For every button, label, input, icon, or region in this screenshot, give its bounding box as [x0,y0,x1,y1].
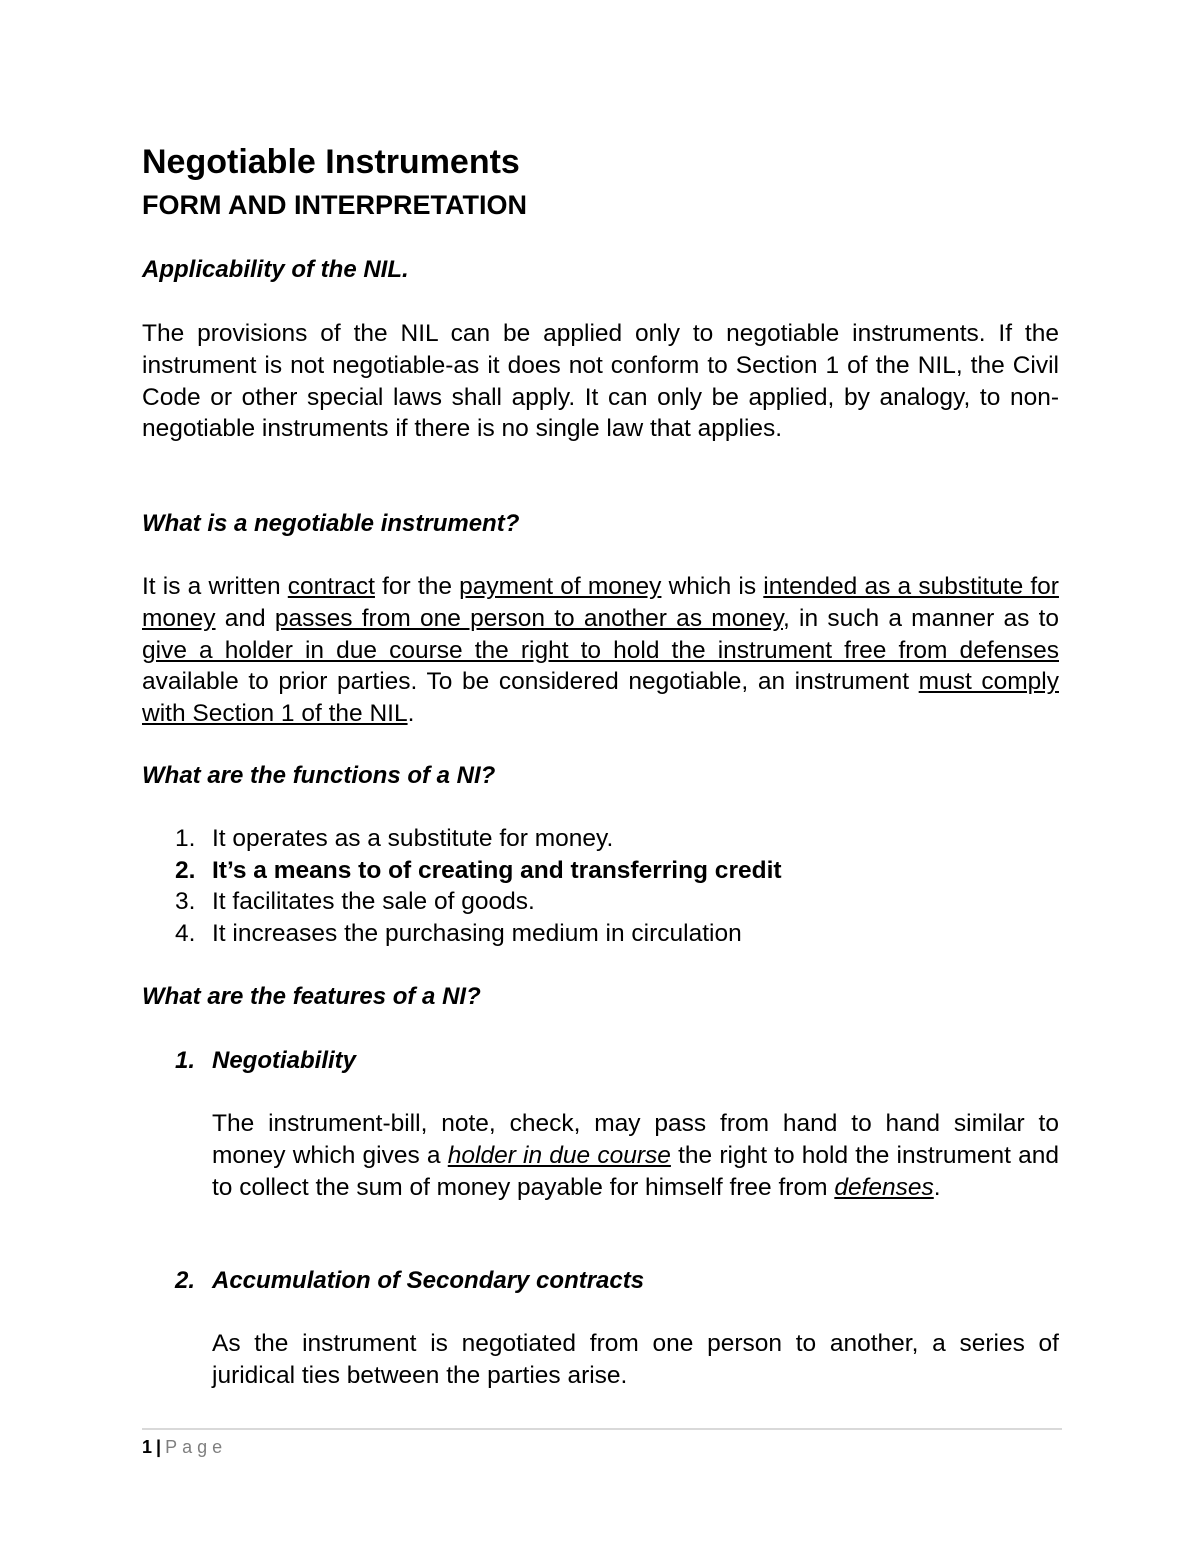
text-run: for the [374,573,460,600]
underlined-term: must comply with Section 1 of the NIL [142,668,1059,728]
list-item-text: It increases the purchasing medium in circulation [212,919,742,947]
document-subtitle: FORM AND INTERPRETATION [142,190,527,220]
page-footer [142,1436,227,1458]
paragraph-negotiability [212,1108,1059,1203]
text-run: and [215,604,275,632]
text-run: . [933,1173,941,1201]
footer-separator: | [156,1437,162,1457]
list-item-text: It’s a means to of creating and transferring credit [212,856,782,884]
text-run: which is [661,573,764,600]
feature-number: 2. [175,1267,196,1294]
feature-number: 1. [175,1047,196,1074]
list-number: 3. [175,888,196,915]
underlined-term: give a holder in due course the right to hold the instrument free from defenses [142,636,1059,664]
paragraph-applicability: The provisions of the NIL can be applied only to negotiable instruments. If the instrument is not negotiable-as it does not conform to Section 1 of the NIL, the Civil Code or other special laws shall apply. It can only be applied, by analogy, to non-negotiable instruments if there is no single law that applies. [142,320,1059,443]
functions-list [142,823,1059,949]
list-number: 2. [175,856,196,884]
text-run: . [407,700,415,728]
list-item [142,886,1059,918]
text-run: available to prior parties. To be considered negotiable, an instrument [142,668,919,696]
list-item [142,823,1059,855]
section-heading-applicability: Applicability of the NIL. [142,256,409,283]
underlined-term: passes from one person to another as money [274,604,784,632]
footer-divider [142,1428,1062,1430]
section-heading-definition: What is a negotiable instrument? [142,510,520,537]
underlined-term: defenses [834,1173,934,1201]
list-number: 1. [175,825,196,852]
document-title: Negotiable Instruments [142,143,520,181]
page-label: Page [165,1437,228,1457]
text-run: the right to hold the instrument and to collect the sum of money payable for himself free from [212,1141,1059,1201]
feature-heading-secondary-contracts [175,1265,644,1297]
section-heading-functions: What are the functions of a NI? [142,762,496,789]
list-item-text: It facilitates the sale of goods. [212,888,535,915]
text-run: It is a written [142,573,288,600]
list-number: 4. [175,919,196,947]
section-heading-features: What are the features of a NI? [142,983,481,1010]
feature-heading-negotiability [175,1045,356,1077]
text-run: The instrument-bill, note, check, may pass from hand to hand similar to money which gives a [212,1110,1059,1169]
list-item [142,918,1059,950]
paragraph-definition [142,571,1059,730]
underlined-term: payment of money [459,573,662,600]
underlined-term: contract [287,573,375,600]
page-number: 1 [142,1437,153,1457]
underlined-term: intended as a substitute for money [142,573,1059,632]
list-item [142,855,1059,887]
text-run: , in such a manner as to [783,604,1060,632]
paragraph-secondary-contracts: As the instrument is negotiated from one person to another, a series of juridical ties between the parties arise. [212,1330,1059,1389]
list-item-text: It operates as a substitute for money. [212,825,614,852]
underlined-term: holder in due course [447,1141,671,1169]
feature-title: Accumulation of Secondary contracts [212,1267,645,1294]
feature-title: Negotiability [212,1047,357,1074]
